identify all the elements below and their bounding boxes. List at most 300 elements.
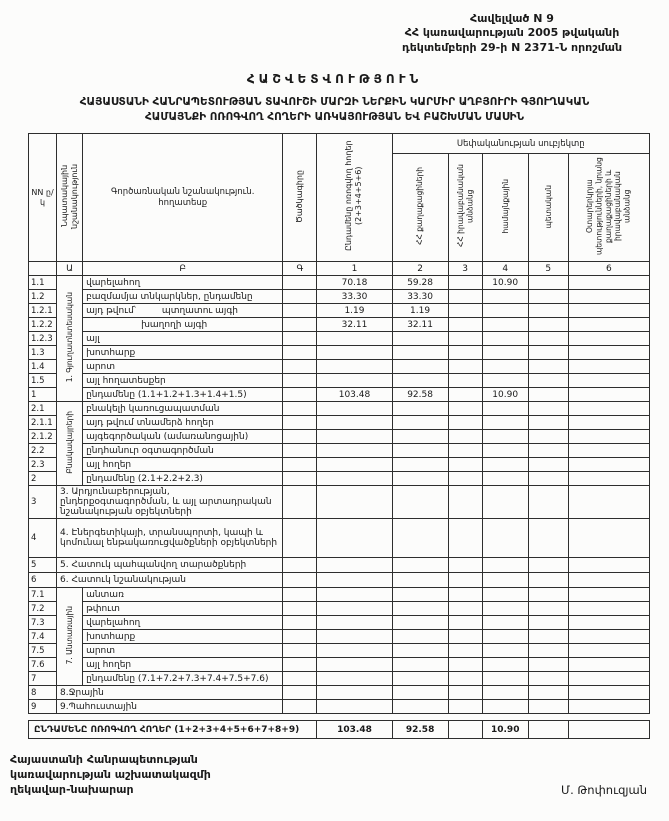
col-header-community-text: համայնքային [500, 179, 510, 234]
row-number: 1.2.2 [29, 318, 57, 332]
value-cell [528, 290, 568, 304]
column-letter: Գ [283, 262, 317, 276]
value-cell [317, 360, 392, 374]
code-cell [283, 332, 317, 346]
land-type-name: խաղողի այգի [83, 318, 283, 332]
col-header-legal-entities [448, 154, 482, 262]
footer-line-2: կառավարության աշխատակազմի [10, 768, 211, 782]
value-cell [317, 346, 392, 360]
land-row [29, 472, 650, 486]
col-header-total-text: Ընդամենը ոռոգվող հողեր (2+3+4+5+6) [344, 141, 364, 252]
column-letter: 1 [317, 262, 392, 276]
col-header-legal-entities-text: ՀՀ իրավաբանական անձանց [455, 164, 475, 248]
value-cell [528, 558, 568, 573]
value-cell [528, 416, 568, 430]
value-cell [448, 686, 482, 700]
value-cell: 33.30 [392, 290, 448, 304]
land-type-name: խոտհարք [83, 346, 283, 360]
code-cell [283, 304, 317, 318]
value-cell [482, 644, 528, 658]
purpose-group-label: Բնակավայրերի [64, 410, 74, 474]
value-cell [482, 588, 528, 602]
land-type-name: այլ հողեր [83, 458, 283, 472]
value-cell [482, 318, 528, 332]
value-cell [482, 630, 528, 644]
value-cell [568, 444, 649, 458]
value-cell [528, 630, 568, 644]
col-header-citizens-text: ՀՀ քաղաքացիների [415, 167, 425, 246]
land-type-name: այլ հողատեսքեր [83, 374, 283, 388]
col-header-citizens [392, 154, 448, 262]
col-header-state-text: պետական [543, 184, 553, 229]
value-cell [392, 402, 448, 416]
value-cell [448, 472, 482, 486]
value-cell [528, 644, 568, 658]
row-number: 7.6 [29, 658, 57, 672]
value-cell [317, 672, 392, 686]
value-cell: 32.11 [392, 318, 448, 332]
footer-official-block [10, 753, 211, 798]
value-cell [482, 444, 528, 458]
value-cell [568, 304, 649, 318]
row-number: 7.4 [29, 630, 57, 644]
code-cell [283, 360, 317, 374]
value-cell [392, 430, 448, 444]
col-header-total [317, 134, 392, 262]
land-row [29, 573, 650, 588]
value-cell [482, 346, 528, 360]
value-cell [568, 616, 649, 630]
row-number: 7.3 [29, 616, 57, 630]
code-cell [283, 388, 317, 402]
value-cell [482, 700, 528, 714]
header-row-top [29, 134, 650, 154]
column-letter-empty [29, 262, 57, 276]
land-row [29, 658, 650, 672]
footer-line-1: Հայաստանի Հանրապետության [10, 753, 198, 767]
grand-total-row [29, 721, 650, 739]
value-cell [482, 558, 528, 573]
value-cell [482, 472, 528, 486]
land-type-name: այգեգործական (ամառանոցային) [83, 430, 283, 444]
row-number: 7.1 [29, 588, 57, 602]
value-cell [317, 644, 392, 658]
col-header-code [283, 134, 317, 262]
report-table [28, 133, 650, 714]
land-type-name: ընդամենը (7.1+7.2+7.3+7.4+7.5+7.6) [83, 672, 283, 686]
annex-block [373, 12, 651, 55]
land-row [29, 458, 650, 472]
value-cell [392, 486, 448, 519]
value-cell [482, 602, 528, 616]
value-cell [392, 558, 448, 573]
value-cell [317, 686, 392, 700]
value-cell [317, 588, 392, 602]
code-cell [283, 558, 317, 573]
footer-line-3: ղեկավար-նախարար [10, 783, 134, 797]
grand-total-table [28, 720, 650, 739]
value-cell [392, 602, 448, 616]
land-type-name: արոտ [83, 644, 283, 658]
land-type-name: թփուտ [83, 602, 283, 616]
value-cell [448, 402, 482, 416]
value-cell [392, 374, 448, 388]
value-cell [568, 588, 649, 602]
value-cell [392, 658, 448, 672]
annex-line-2: ՀՀ կառավարության 2005 թվականի [404, 26, 620, 40]
value-cell [392, 573, 448, 588]
value-cell [448, 486, 482, 519]
value-cell [317, 430, 392, 444]
value-cell [568, 374, 649, 388]
value-cell [392, 700, 448, 714]
value-cell: 32.11 [317, 318, 392, 332]
code-cell [283, 658, 317, 672]
code-cell [283, 486, 317, 519]
value-cell [317, 630, 392, 644]
value-cell [568, 402, 649, 416]
code-cell [283, 416, 317, 430]
value-cell [568, 318, 649, 332]
land-type-name: բնակելի կառուցապատման [83, 402, 283, 416]
land-type-name: ընդհանուր օգտագործման [83, 444, 283, 458]
value-cell [482, 519, 528, 558]
value-cell [392, 672, 448, 686]
value-cell: 1.19 [317, 304, 392, 318]
land-row [29, 602, 650, 616]
value-cell [392, 616, 448, 630]
value-cell [568, 658, 649, 672]
row-number: 3 [29, 486, 57, 519]
value-cell [528, 318, 568, 332]
value-cell [392, 588, 448, 602]
annex-line-3: դեկտեմբերի 29-ի N 2371-Ն որոշման [401, 40, 623, 54]
column-letter: 2 [392, 262, 448, 276]
value-cell [448, 658, 482, 672]
value-cell [392, 630, 448, 644]
code-cell [283, 644, 317, 658]
value-cell: 10.90 [482, 388, 528, 402]
value-cell [448, 346, 482, 360]
value-cell [448, 588, 482, 602]
value-cell [528, 430, 568, 444]
column-letter: 3 [448, 262, 482, 276]
grand-total-value: 10.90 [482, 721, 528, 739]
value-cell [568, 700, 649, 714]
purpose-group-cell [57, 276, 83, 402]
value-cell [448, 672, 482, 686]
value-cell [568, 276, 649, 290]
subtitle-line-2: ՀԱՄԱՅՆՔԻ ՈՌՈԳՎՈՂ ՀՈՂԵՐԻ ԱՌԿԱՅՈՒԹՅԱՆ ԵՎ ԲԱՇԽՄԱՆ ՄԱՍԻՆ [144, 111, 525, 124]
land-row [29, 346, 650, 360]
code-cell [283, 318, 317, 332]
value-cell [392, 472, 448, 486]
value-cell [482, 658, 528, 672]
value-cell [568, 458, 649, 472]
value-cell [448, 304, 482, 318]
value-cell [482, 458, 528, 472]
value-cell [448, 290, 482, 304]
value-cell [528, 374, 568, 388]
value-cell [317, 700, 392, 714]
value-cell [528, 472, 568, 486]
value-cell [482, 402, 528, 416]
value-cell [528, 346, 568, 360]
value-cell [528, 304, 568, 318]
value-cell [568, 558, 649, 573]
value-cell [317, 402, 392, 416]
value-cell [568, 416, 649, 430]
value-cell: 103.48 [317, 388, 392, 402]
value-cell [317, 486, 392, 519]
value-cell [392, 360, 448, 374]
value-cell [317, 444, 392, 458]
value-cell [317, 332, 392, 346]
code-cell [283, 616, 317, 630]
page-title: ՀԱՇՎԵՏՎՈՒԹՅՈՒՆ [246, 71, 423, 86]
land-row [29, 672, 650, 686]
land-type-name: 6. Հատուկ նշանակության [57, 573, 283, 588]
subtitle-line-1: ՀԱՅԱՍՏԱՆԻ ՀԱՆՐԱՊԵՏՈՒԹՅԱՆ ՏԱՎՈՒՇԻ ՄԱՐԶԻ ՆԵՐՔԻՆ ԿԱՐՄԻՐ ԱՂԲՅՈՒՐԻ ԳՅՈՒՂԱԿԱՆ [79, 95, 590, 108]
code-cell [283, 402, 317, 416]
value-cell [482, 616, 528, 630]
value-cell [528, 686, 568, 700]
value-cell [448, 519, 482, 558]
value-cell [568, 519, 649, 558]
col-header-state [528, 154, 568, 262]
column-letter: Ա [57, 262, 83, 276]
value-cell [392, 686, 448, 700]
purpose-group-cell [57, 588, 83, 686]
column-letter: 6 [568, 262, 649, 276]
land-row [29, 304, 650, 318]
col-header-purpose-text: Նպատակային նշանակություն [59, 163, 79, 229]
value-cell [528, 276, 568, 290]
value-cell [528, 360, 568, 374]
code-cell [283, 519, 317, 558]
value-cell [528, 388, 568, 402]
value-cell [448, 644, 482, 658]
column-letter: 5 [528, 262, 568, 276]
row-number: 1.2.3 [29, 332, 57, 346]
value-cell [317, 573, 392, 588]
land-row [29, 519, 650, 558]
row-number: 2.2 [29, 444, 57, 458]
row-number: 1.4 [29, 360, 57, 374]
land-type-name: արոտ [83, 360, 283, 374]
value-cell [528, 458, 568, 472]
value-cell [528, 519, 568, 558]
value-cell [448, 332, 482, 346]
value-cell: 59.28 [392, 276, 448, 290]
value-cell [448, 602, 482, 616]
col-header-community [482, 154, 528, 262]
code-cell [283, 276, 317, 290]
value-cell [528, 658, 568, 672]
row-number: 8 [29, 686, 57, 700]
value-cell [528, 444, 568, 458]
row-number: 2 [29, 472, 57, 486]
value-cell [482, 332, 528, 346]
land-row [29, 360, 650, 374]
code-cell [283, 686, 317, 700]
grand-total-value [528, 721, 568, 739]
code-cell [283, 374, 317, 388]
purpose-group-label: 1. Գյուղատնտեսական [64, 292, 74, 383]
land-row [29, 430, 650, 444]
code-cell [283, 472, 317, 486]
value-cell [392, 519, 448, 558]
value-cell [392, 458, 448, 472]
value-cell [568, 388, 649, 402]
land-type-name: բազմամյա տնկարկներ, ընդամենը [83, 290, 283, 304]
value-cell [568, 360, 649, 374]
value-cell [448, 444, 482, 458]
page-subtitle [8, 95, 661, 125]
col-header-ownership: Սեփականության սուբյեկտը [392, 134, 649, 154]
row-number: 7 [29, 672, 57, 686]
row-number: 2.3 [29, 458, 57, 472]
value-cell [482, 360, 528, 374]
land-type-name: 9.Պահուստային [57, 700, 283, 714]
value-cell [317, 616, 392, 630]
value-cell [482, 430, 528, 444]
signature-name: Մ. Թոփուզյան [561, 782, 647, 797]
land-type-name: այլ [83, 332, 283, 346]
value-cell [448, 416, 482, 430]
column-letters-row [29, 262, 650, 276]
land-type-name: ընդամենը (2.1+2.2+2.3) [83, 472, 283, 486]
column-letter: 4 [482, 262, 528, 276]
land-row [29, 588, 650, 602]
table-header [29, 134, 650, 276]
value-cell [568, 686, 649, 700]
value-cell [448, 616, 482, 630]
row-number: 1.2 [29, 290, 57, 304]
land-row [29, 686, 650, 700]
value-cell [317, 374, 392, 388]
grand-total-value [568, 721, 649, 739]
code-cell [283, 602, 317, 616]
value-cell [528, 672, 568, 686]
value-cell [392, 416, 448, 430]
value-cell [482, 304, 528, 318]
land-row [29, 388, 650, 402]
land-row [29, 630, 650, 644]
row-number: 2.1.2 [29, 430, 57, 444]
row-number: 2.1 [29, 402, 57, 416]
value-cell [317, 416, 392, 430]
value-cell [528, 486, 568, 519]
value-cell [448, 458, 482, 472]
row-number: 7.5 [29, 644, 57, 658]
row-number: 1.1 [29, 276, 57, 290]
value-cell [448, 318, 482, 332]
value-cell: 92.58 [392, 388, 448, 402]
value-cell [568, 472, 649, 486]
code-cell [283, 458, 317, 472]
value-cell [448, 630, 482, 644]
value-cell [448, 374, 482, 388]
value-cell [448, 558, 482, 573]
footer [8, 753, 661, 798]
value-cell [568, 672, 649, 686]
value-cell [482, 573, 528, 588]
land-row [29, 416, 650, 430]
grand-total-value: 103.48 [317, 721, 392, 739]
col-header-nn: NN ը/կ [29, 134, 57, 262]
land-row [29, 558, 650, 573]
value-cell [317, 558, 392, 573]
value-cell [482, 290, 528, 304]
value-cell [482, 686, 528, 700]
purpose-group-label: 7. Անտառային [64, 606, 74, 665]
value-cell [392, 346, 448, 360]
land-type-name: վարելահող [83, 276, 283, 290]
value-cell [528, 602, 568, 616]
value-cell [448, 360, 482, 374]
land-type-name: ընդամենը (1.1+1.2+1.3+1.4+1.5) [83, 388, 283, 402]
value-cell [448, 388, 482, 402]
value-cell [568, 430, 649, 444]
value-cell: 70.18 [317, 276, 392, 290]
code-cell [283, 630, 317, 644]
land-row [29, 276, 650, 290]
land-type-name: խոտհարք [83, 630, 283, 644]
value-cell [482, 374, 528, 388]
value-cell [528, 332, 568, 346]
land-row [29, 644, 650, 658]
value-cell [568, 346, 649, 360]
land-type-name-part2: պտղատու այգի [161, 305, 238, 316]
land-row [29, 616, 650, 630]
land-type-name: 4. Էներգետիկայի, տրանսպորտի, կապի և կոմունալ ենթակառուցվածքների օբյեկտների [57, 519, 283, 558]
table-body [29, 276, 650, 714]
land-row [29, 374, 650, 388]
land-type-name: անտառ [83, 588, 283, 602]
value-cell [317, 658, 392, 672]
row-number: 1 [29, 388, 57, 402]
land-row [29, 402, 650, 416]
land-row [29, 290, 650, 304]
code-cell [283, 588, 317, 602]
value-cell [317, 472, 392, 486]
row-number: 9 [29, 700, 57, 714]
land-row [29, 486, 650, 519]
value-cell [392, 444, 448, 458]
purpose-group-cell [57, 402, 83, 486]
value-cell [528, 616, 568, 630]
land-type-name: այդ թվում տնամերձ հողեր [83, 416, 283, 430]
value-cell [568, 602, 649, 616]
row-number: 2.1.1 [29, 416, 57, 430]
value-cell: 10.90 [482, 276, 528, 290]
annex-line-1: Հավելված N 9 [470, 12, 554, 25]
row-number: 4 [29, 519, 57, 558]
land-row [29, 318, 650, 332]
land-type-name: 3. Արդյունաբերության, ընդերքօգտագործման, և այլ արտադրական նշանակության օբյեկտների [57, 486, 283, 519]
value-cell [528, 402, 568, 416]
value-cell [448, 430, 482, 444]
land-row [29, 700, 650, 714]
land-type-name: 5. Հատուկ պահպանվող տարածքների [57, 558, 283, 573]
value-cell [448, 573, 482, 588]
value-cell [568, 644, 649, 658]
row-number: 1.3 [29, 346, 57, 360]
row-number: 7.2 [29, 602, 57, 616]
col-header-foreign-text: Օտարերկրյա պետությունների, նրանց քաղաքացիների և իրավաբանական անձանց [585, 157, 632, 256]
land-row [29, 332, 650, 346]
